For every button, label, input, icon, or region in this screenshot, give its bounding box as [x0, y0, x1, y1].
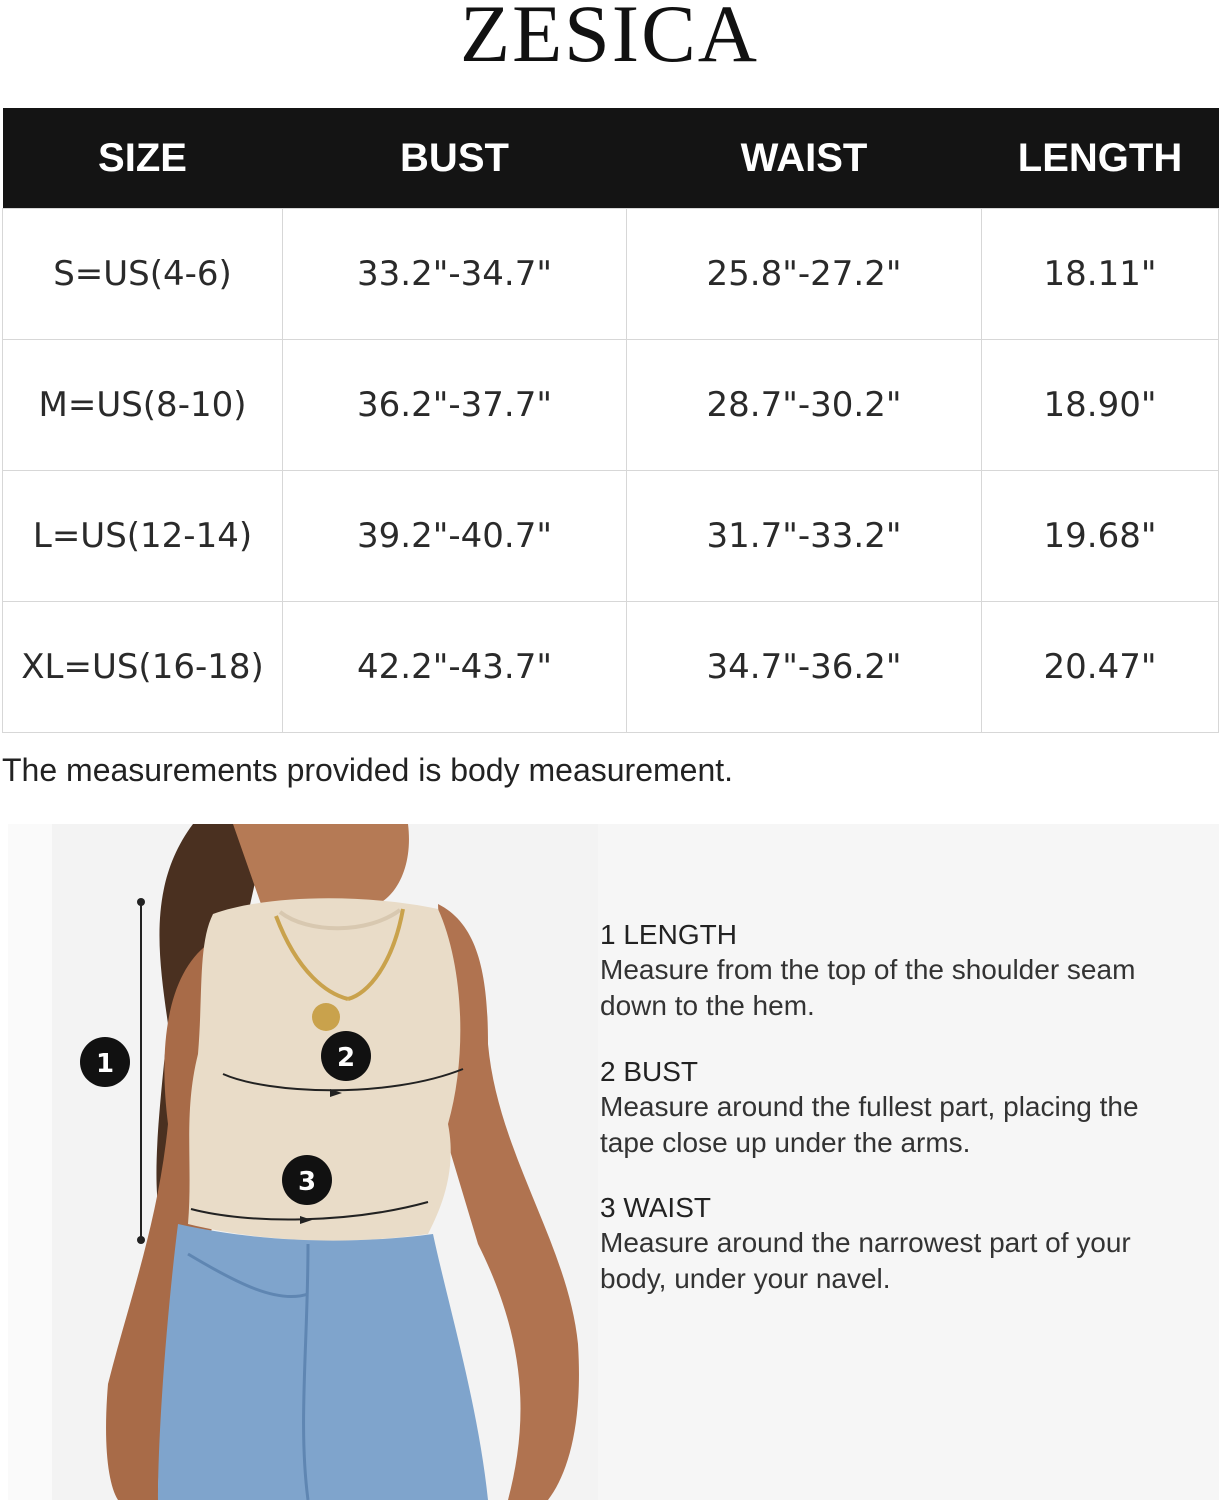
- guide-waist: [600, 1191, 1160, 1297]
- cell-length: 18.11": [982, 209, 1219, 340]
- model-photo: [8, 824, 598, 1500]
- guide-length-desc: Measure from the top of the shoulder seam down to the hem.: [600, 954, 1136, 1021]
- cell-size: M=US(8-10): [3, 340, 283, 471]
- table-row: [3, 209, 1219, 340]
- svg-text:1: 1: [95, 1049, 115, 1079]
- header-waist: WAIST: [627, 108, 982, 209]
- guide-length: [600, 918, 1160, 1024]
- badge-bust: [321, 1031, 371, 1081]
- table-header-row: [3, 108, 1219, 209]
- guide-waist-title: 3 WAIST: [600, 1192, 711, 1223]
- table-row: [3, 471, 1219, 602]
- header-length: LENGTH: [982, 108, 1219, 209]
- guide-bust-desc: Measure around the fullest part, placing the tape close up under the arms.: [600, 1091, 1139, 1158]
- cell-size: S=US(4-6): [3, 209, 283, 340]
- guide-bust: [600, 1055, 1160, 1161]
- cell-waist: 31.7"-33.2": [627, 471, 982, 602]
- cell-length: 18.90": [982, 340, 1219, 471]
- table-row: [3, 340, 1219, 471]
- pendant-icon: [312, 1003, 340, 1031]
- badge-waist: [282, 1155, 332, 1205]
- svg-text:3: 3: [297, 1167, 317, 1197]
- brand-logo: ZESICA: [460, 0, 759, 79]
- size-chart-table: [2, 108, 1219, 733]
- cell-length: 19.68": [982, 471, 1219, 602]
- cell-length: 20.47": [982, 602, 1219, 733]
- cell-bust: 33.2"-34.7": [283, 209, 627, 340]
- cell-size: XL=US(16-18): [3, 602, 283, 733]
- cell-size: L=US(12-14): [3, 471, 283, 602]
- cell-bust: 39.2"-40.7": [283, 471, 627, 602]
- cell-waist: 34.7"-36.2": [627, 602, 982, 733]
- guide-waist-desc: Measure around the narrowest part of your body, under your navel.: [600, 1227, 1131, 1294]
- cell-bust: 36.2"-37.7": [283, 340, 627, 471]
- guide-bust-title: 2 BUST: [600, 1056, 699, 1087]
- cell-waist: 28.7"-30.2": [627, 340, 982, 471]
- cell-waist: 25.8"-27.2": [627, 209, 982, 340]
- table-row: [3, 602, 1219, 733]
- model-illustration: [8, 824, 598, 1500]
- header-bust: BUST: [283, 108, 627, 209]
- guide-length-title: 1 LENGTH: [600, 919, 737, 950]
- header-size: SIZE: [3, 108, 283, 209]
- measurement-note: The measurements provided is body measurement.: [2, 752, 734, 788]
- measure-guide: [598, 824, 1219, 1500]
- cell-bust: 42.2"-43.7": [283, 602, 627, 733]
- svg-text:2: 2: [336, 1043, 356, 1073]
- badge-length: [80, 1037, 130, 1087]
